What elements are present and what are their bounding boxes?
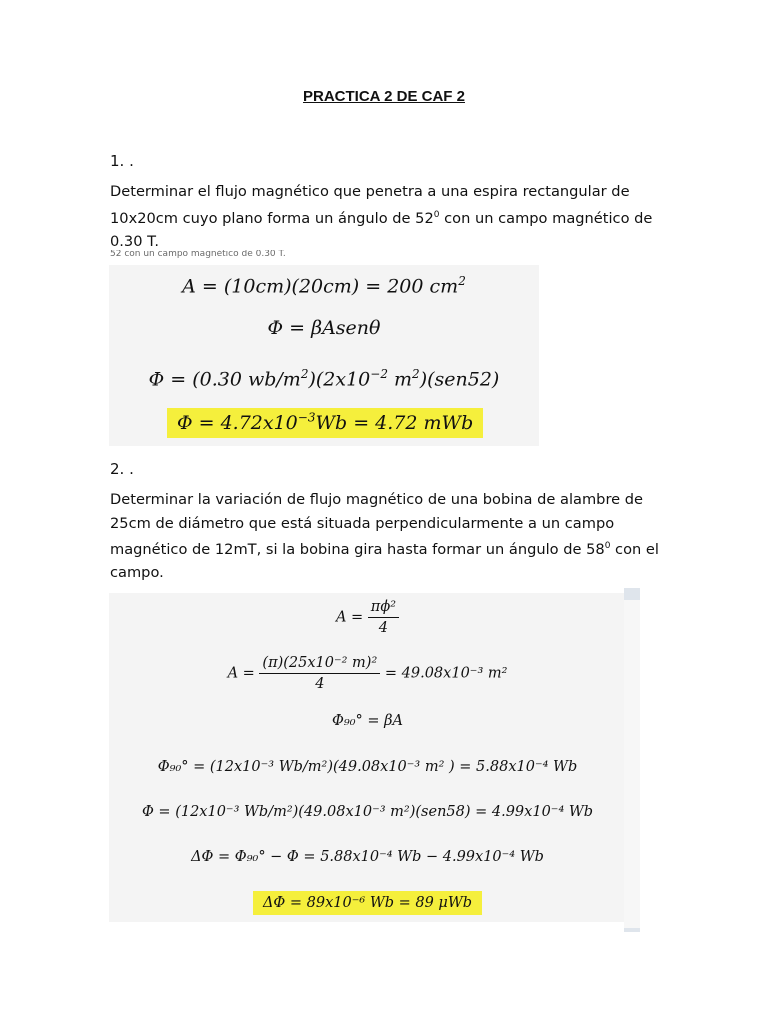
image-edge-fill [624,600,640,928]
equation-panel-2 [109,593,626,922]
problem-2-statement [110,488,670,585]
equation-panel-1 [109,265,539,446]
eq-flux-formula: Φ = βAsenθ [267,317,381,339]
problem-1-line-2: 10x20cm cuyo plano forma un ángulo de $52^0$ con un campo magnético de [110,209,653,227]
eq-flux-substitution: Φ = (0.30 $wb/m^2)(2x10^{-2}$ $m^2)(sen52)$ [148,367,500,391]
eq-flux-variation: ΔΦ = Φ₉₀° − Φ = 5.88x10⁻⁴ Wb − 4.99x10⁻⁴ Wb [191,849,544,865]
eq-area: A = (10cm)(20cm) = 200 $cm^2$ [182,274,466,298]
problem-2-line-4: campo. [110,564,164,582]
eq-area-formula: A = $\frac{\text{πϕ²}}{4}$ [109,599,626,636]
page-title: PRACTICA 2 DE CAF 2 [303,88,465,105]
problem-1-line-1: Determinar el flujo magnético que penetra a una espira rectangular de [110,183,630,200]
scan-artifact-text: 52 con un campo magnético de 0.30 T. [110,250,286,259]
eq-flux-90-value: Φ₉₀° = (12x10⁻³ Wb/m²)(49.08x10⁻³ m² ) = 5.88x10⁻⁴ Wb [157,759,578,775]
problem-1-number: 1. . [110,152,134,170]
result-2: ΔΦ = 89x10⁻⁶ Wb = 89 μWb [109,895,626,911]
problem-1-line-3: 0.30 T. [110,232,159,250]
problem-2-line-2: 25cm de diámetro que está situada perpendicularmente a un campo [110,514,615,532]
eq-flux-90-formula: Φ₉₀° = βA [332,713,403,729]
problem-2-line-3: magnético de 12mT, si la bobina gira hasta formar un ángulo de $58^0$ con el [110,540,659,558]
eq-flux-58-value: Φ = (12x10⁻³ Wb/m²)(49.08x10⁻³ m²)(sen58) = 4.99x10⁻⁴ Wb [141,804,594,820]
problem-2-line-1: Determinar la variación de flujo magnético de una bobina de alambre de [110,491,643,508]
problem-1-statement [110,180,670,253]
result-1: $\Phi = 4.72x10^{-3}Wb = 4.72$ mWb [167,411,539,434]
problem-2-number: 2. . [110,460,134,478]
eq-area-value: A = $\frac{\text{(π)(25x10⁻² m)²}}{4}$ = 49.08x10⁻³ m² [227,655,508,692]
